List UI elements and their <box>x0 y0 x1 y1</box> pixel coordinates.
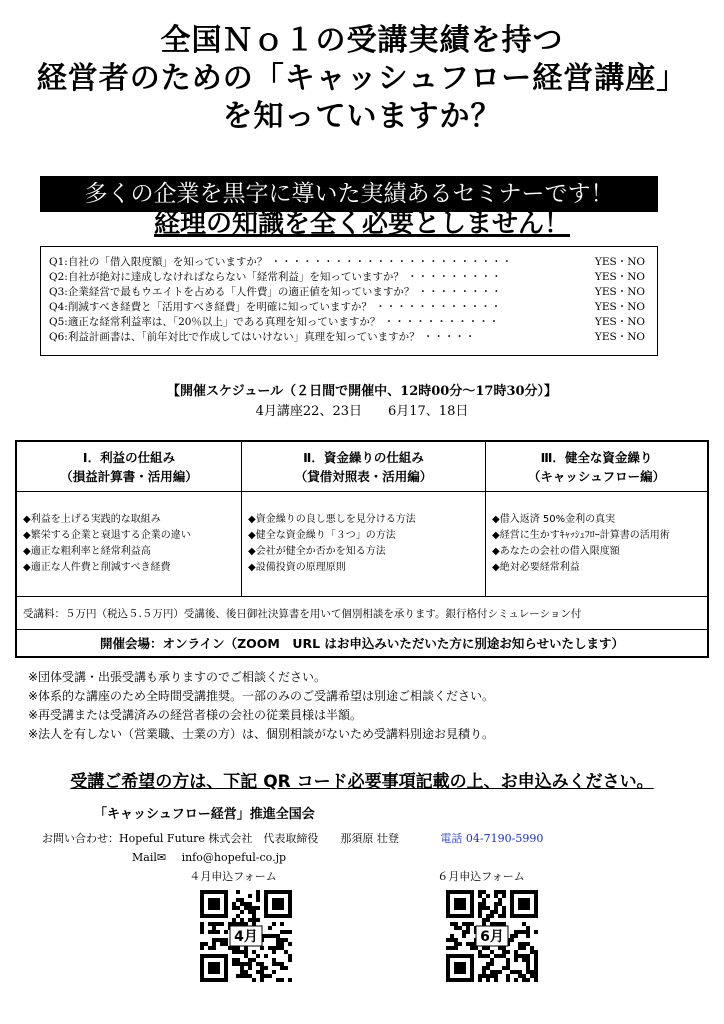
question-row <box>49 330 649 345</box>
yes-no-answer: YES・NO <box>594 271 645 283</box>
mail-address[interactable]: info@hopeful-co.jp <box>181 851 287 864</box>
course-header <box>242 442 485 492</box>
headline-line-1: 全国Ｎｏ１の受講実績を持つ <box>160 23 564 58</box>
course-title: Ⅰ．利益の仕組み <box>82 450 176 465</box>
call-to-action <box>0 770 724 794</box>
note-item: ※団体受講・出張受講も承りますのでご相談ください。 <box>28 670 327 684</box>
course-item: ◆設備投資の原理原則 <box>248 562 346 573</box>
course-item: ◆繁栄する企業と衰退する企業の違い <box>23 530 191 541</box>
question-text: Q5:適正な経常利益率は、「20％以上」である真理を知っていますか？ ・・・・・・・・・・・ <box>49 316 500 328</box>
course-item: ◆適正な人件費と削減すべき経費 <box>23 562 171 573</box>
course-item: ◆借入返済 50%金利の真実 <box>492 514 616 525</box>
april-form-label: ４月申込フォーム <box>189 870 277 883</box>
course-header <box>486 442 707 492</box>
question-box <box>40 246 658 356</box>
headline-line-3: を知っていますか？ <box>222 99 502 134</box>
yes-no-answer: YES・NO <box>594 331 645 343</box>
yes-no-answer: YES・NO <box>594 256 645 268</box>
course-items <box>492 512 670 576</box>
organization-name: 「キャッシュフロー経営」推進全国会 <box>94 807 315 822</box>
venue-info: 開催会場：オンライン（ZOOM URL はお申込みいただいた方に別途お知らせいたします） <box>99 636 625 651</box>
course-column <box>17 442 241 596</box>
fee-info: 受講料：５万円（税込５.５万円）受講後、後日御社決算書を用いて個別相談を承ります。銀行格付シミュレーション付 <box>17 596 707 630</box>
question-row <box>49 285 649 300</box>
course-subtitle: （キャッシュフロー編） <box>527 469 666 484</box>
notes <box>28 668 494 744</box>
course-column <box>485 442 707 596</box>
question-text: Q6:利益計画書は、「前年対比で作成してはいけない」真理を知っていますか？ ・・・・・ <box>49 331 476 343</box>
course-item: ◆経営に生かすｷｬｯｼｭﾌﾛｰ計算書の活用術 <box>492 530 670 541</box>
question-row <box>49 300 649 315</box>
course-items <box>23 512 191 576</box>
course-header <box>17 442 241 492</box>
course-title: Ⅱ．資金繰りの仕組み <box>303 450 424 465</box>
headline-line-2: 経営者のための「キャッシュフロー経営講座」 <box>36 61 688 96</box>
june-form-label: ６月申込フォーム <box>437 870 525 883</box>
april-qr-code[interactable] <box>200 890 292 982</box>
question-row <box>49 270 649 285</box>
course-title: Ⅲ．健全な資金繰り <box>540 450 653 465</box>
note-item: ※体系的な講座のため全時間受講推奨。一部のみのご受講希望は別途ご相談ください。 <box>28 689 495 703</box>
course-item: ◆適正な粗利率と経常利益高 <box>23 546 151 557</box>
question-text: Q2:自社が絶対に達成しなければならない「経常利益」を知っていますか？ ・・・・・・・・・ <box>49 271 502 283</box>
call-to-action-text: 受講ご希望の方は、下記 QR コード必要事項記載の上、お申込みください。 <box>70 772 654 792</box>
course-item: ◆会社が健全か否かを知る方法 <box>248 546 386 557</box>
phone-number[interactable]: 電話 04-7190-5990 <box>440 832 544 845</box>
mail-label: Mail✉ <box>132 851 167 864</box>
subheading-text: 経理の知識を全く必要としません！ <box>153 209 570 239</box>
contact-text: お問い合わせ：Hopeful Future 株式会社 代表取締役 那須原 壮登 <box>42 832 399 845</box>
mail-line <box>132 851 286 864</box>
course-column <box>241 442 485 596</box>
course-item: ◆健全な資金繰り「３つ」の方法 <box>248 530 396 541</box>
schedule-dates: 4月講座22、23日 6月17、18日 <box>255 404 469 419</box>
question-text: Q1:自社の「借入限度額」を知っていますか？ ・・・・・・・・・・・・・・・・・・・・・・・ <box>49 256 513 268</box>
question-text: Q4:削減すべき経費と「活用すべき経費」を明確に知っていますか？ ・・・・・・・・・・・・ <box>49 301 502 313</box>
course-item: ◆あなたの会社の借入限度額 <box>492 546 620 557</box>
course-subtitle: （損益計算書・活用編） <box>60 469 198 484</box>
yes-no-answer: YES・NO <box>594 301 645 313</box>
yes-no-answer: YES・NO <box>594 286 645 298</box>
course-item: ◆資金繰りの良し悪しを見分ける方法 <box>248 514 416 525</box>
course-item: ◆利益を上げる実践的な取組み <box>23 514 161 525</box>
course-items <box>248 512 416 576</box>
banner: 多くの企業を黒字に導いた実績あるセミナーです！ <box>40 176 658 212</box>
note-item: ※再受講または受講済みの経営者様の会社の従業員様は半額。 <box>28 708 363 722</box>
course-table <box>15 440 709 658</box>
question-text: Q3:企業経営で最もウエイトを占める「人件費」の適正値を知っていますか？ ・・・・・・・・ <box>49 286 502 298</box>
april-qr-label: 4月 <box>234 929 258 945</box>
contact-line <box>42 830 543 846</box>
course-subtitle: （貸借対照表・活用編） <box>294 469 433 484</box>
question-row <box>49 315 649 330</box>
yes-no-answer: YES・NO <box>594 316 645 328</box>
question-row <box>49 255 649 270</box>
june-qr-code[interactable] <box>446 890 538 982</box>
june-qr-label: 6月 <box>480 929 504 945</box>
subheading <box>0 208 724 240</box>
note-item: ※法人を有しない（営業職、士業の方）は、個別相談がないため受講料別途お見積り。 <box>28 727 495 741</box>
course-item: ◆絶対必要経常利益 <box>492 562 580 573</box>
schedule-heading: 【開催スケジュール（２日間で開催中、12時00分～17時30分）】 <box>166 384 558 399</box>
